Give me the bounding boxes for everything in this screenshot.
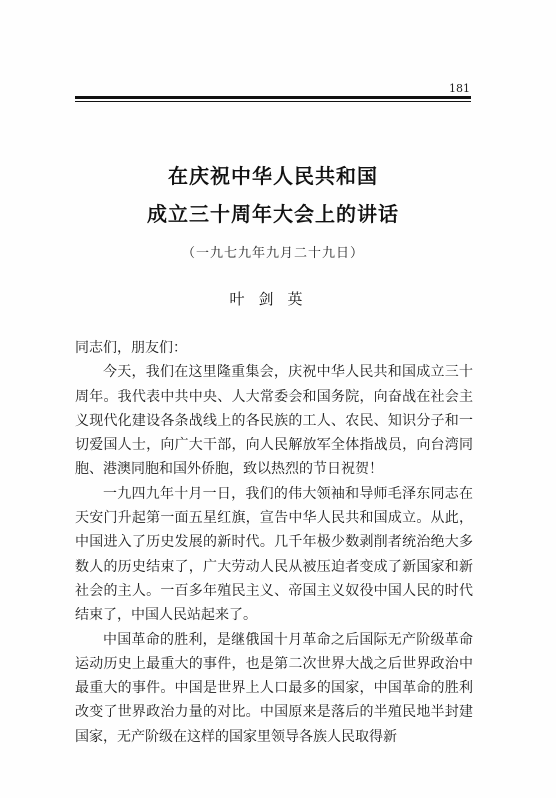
speech-date: （一九七九年九月二十九日） xyxy=(181,246,364,261)
author-name: 叶剑英 xyxy=(229,290,317,308)
paragraph-3: 中国革命的胜利，是继俄国十月革命之后国际无产阶级革命运动历史上最重大的事件，也是第二次世界大战之后世界政治中最重大的事件。中国是世界上人口最多的国家，中国革命的胜利改变了世界政治力量的对比。中国原来是落后的半殖民地半封建国家，无产阶级在这样的国家里领导各族人民取得新 xyxy=(75,631,473,745)
paragraph-1: 今天，我们在这里隆重集会，庆祝中华人民共和国成立三十周年。我代表中共中央、人大常委会和国务院，向奋战在社会主义现代化建设各条战线上的各民族的工人、农民、知识分子和一切爱国人士，向广大干部，向人民解放军全体指战员，向台湾同胞、港澳同胞和国外侨胞，致以热烈的节日祝贺！ xyxy=(75,364,473,478)
header-rule-thin xyxy=(75,101,471,102)
salutation: 同志们，朋友们： xyxy=(75,340,187,356)
header-rule-thick xyxy=(75,96,471,99)
title-line-2: 成立三十周年大会上的讲话 xyxy=(147,202,399,226)
paragraph-2: 一九四九年十月一日，我们的伟大领袖和导师毛泽东同志在天安门升起第一面五星红旗，宣告中华人民共和国成立。从此，中国进入了历史发展的新时代。几千年极少数剥削者统治绝大多数人的历史结束了，广大劳动人民从被压迫者变成了新国家和新社会的主人。一百多年殖民主义、帝国主义奴役中国人民的时代结束了，中国人民站起来了。 xyxy=(75,485,473,624)
page-number: 181 xyxy=(449,82,470,95)
speech-body xyxy=(75,336,473,749)
title-line-1: 在庆祝中华人民共和国 xyxy=(168,164,378,188)
